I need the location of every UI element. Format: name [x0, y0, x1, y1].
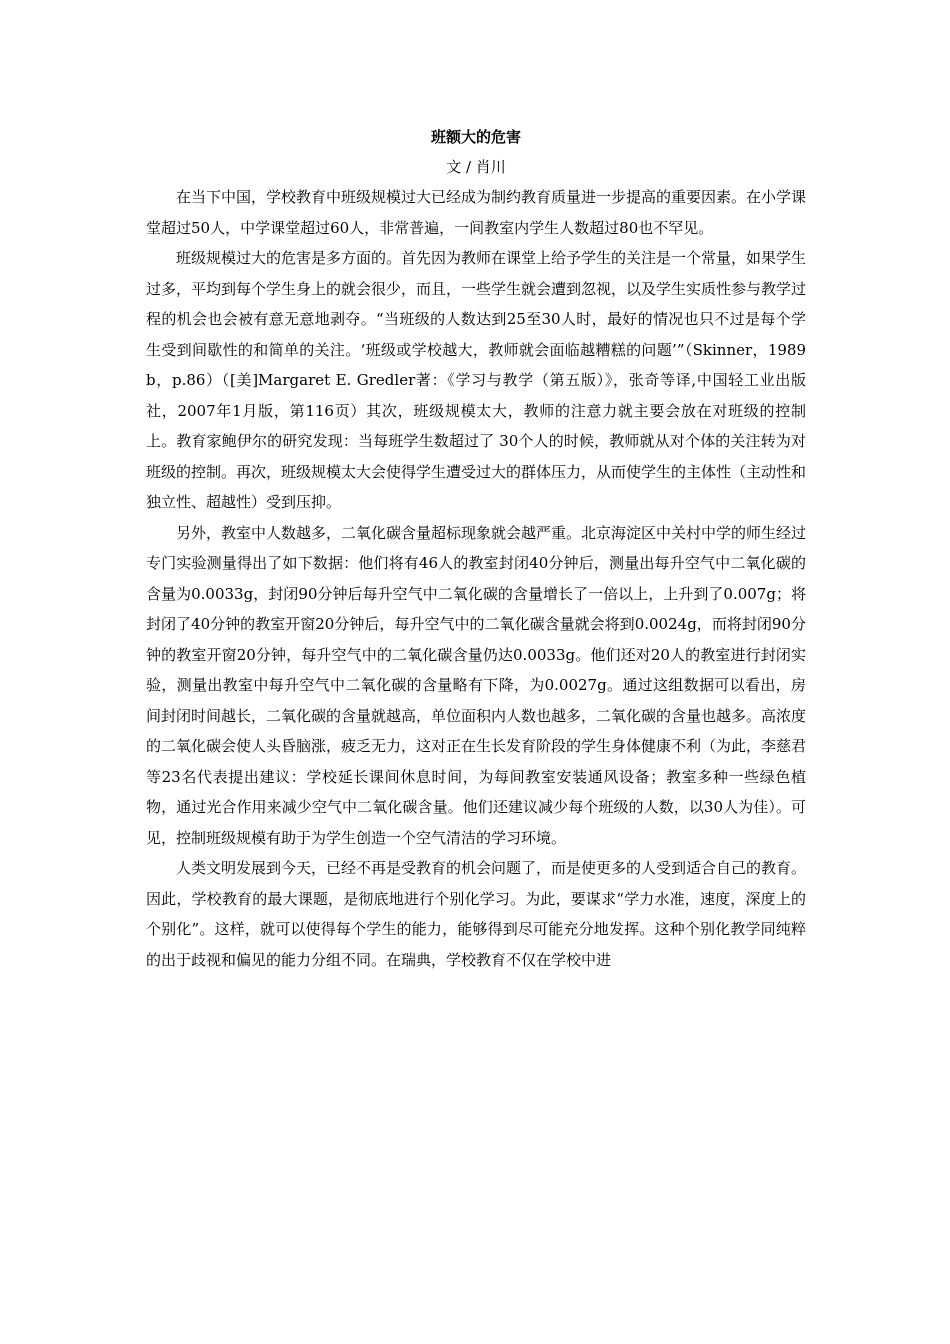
- document-page: [146, 122, 806, 975]
- document-author: 文 / 肖川: [446, 158, 506, 176]
- paragraph-3: 另外，教室中人数越多，二氧化碳含量超标现象就会越严重。北京海淀区中关村中学的师生经过专门实验测量得出了如下数据：他们将有46人的教室封闭40分钟后，测量出每升空气中二氧化碳的含量为0.0033g，封闭90分钟后每升空气中二氧化碳的含量增长了一倍以上，上升到了0.007g；将封闭了40分钟的教室开窗20分钟后，每升空气中的二氧化碳含量就会将到0.0024g，而将封闭90分钟的教室开窗20分钟，每升空气中的二氧化碳含量仍达0.0033g。他们还对20人的教室进行封闭实验，测量出教室中每升空气中二氧化碳的含量略有下降，为0.0027g。通过这组数据可以看出，房间封闭时间越长，二氧化碳的含量就越高，单位面积内人数也越多，二氧化碳的含量也越多。高浓度的二氧化碳会使人头昏脑涨，疲乏无力，这对正在生长发育阶段的学生身体健康不利（为此，李慈君等23名代表提出建议：学校延长课间休息时间，为每间教室安装通风设备；教室多种一些绿色植物，通过光合作用来减少空气中二氧化碳含量。他们还建议减少每个班级的人数，以30人为佳）。可见，控制班级规模有助于为学生创造一个空气清洁的学习环境。: [146, 523, 807, 847]
- document-title: 班额大的危害: [430, 128, 521, 146]
- paragraph-2: 班级规模过大的危害是多方面的。首先因为教师在课堂上给予学生的关注是一个常量，如果学生过多，平均到每个学生身上的就会很少，而且，一些学生就会遭到忽视，以及学生实质性参与教学过程的机会也会被有意无意地剥夺。“当班级的人数达到25至30人时，最好的情况也只不过是每个学生受到间歇性的和简单的关注。‘班级或学校越大，教师就会面临越糟糕的问题’”（Skinner，1989b，p.86）（[美]Margaret E. Gredler著：《学习与教学（第五版）》，张奇等译,中国轻工业出版社，2007年1月版，第116页）其次，班级规模太大，教师的注意力就主要会放在对班级的控制上。教育家鲍伊尔的研究发现：当每班学生数超过了 30个人的时候，教师就从对个体的关注转为对班级的控制。再次，班级规模太大会使得学生遭受过大的群体压力，从而使学生的主体性（主动性和独立性、超越性）受到压抑。: [146, 249, 807, 511]
- paragraph-1: 在当下中国，学校教育中班级规模过大已经成为制约教育质量进一步提高的重要因素。在小学课堂超过50人，中学课堂超过60人，非常普遍，一间教室内学生人数超过80也不罕见。: [146, 188, 807, 237]
- paragraph-4: 人类文明发展到今天，已经不再是受教育的机会问题了，而是使更多的人受到适合自己的教育。因此，学校教育的最大课题，是彻底地进行个别化学习。为此，要谋求“学力水准，速度，深度上的个别化”。这样，就可以使得每个学生的能力，能够得到尽可能充分地发挥。这种个别化教学同纯粹的出于歧视和偏见的能力分组不同。在瑞典，学校教育不仅在学校中进: [146, 859, 807, 969]
